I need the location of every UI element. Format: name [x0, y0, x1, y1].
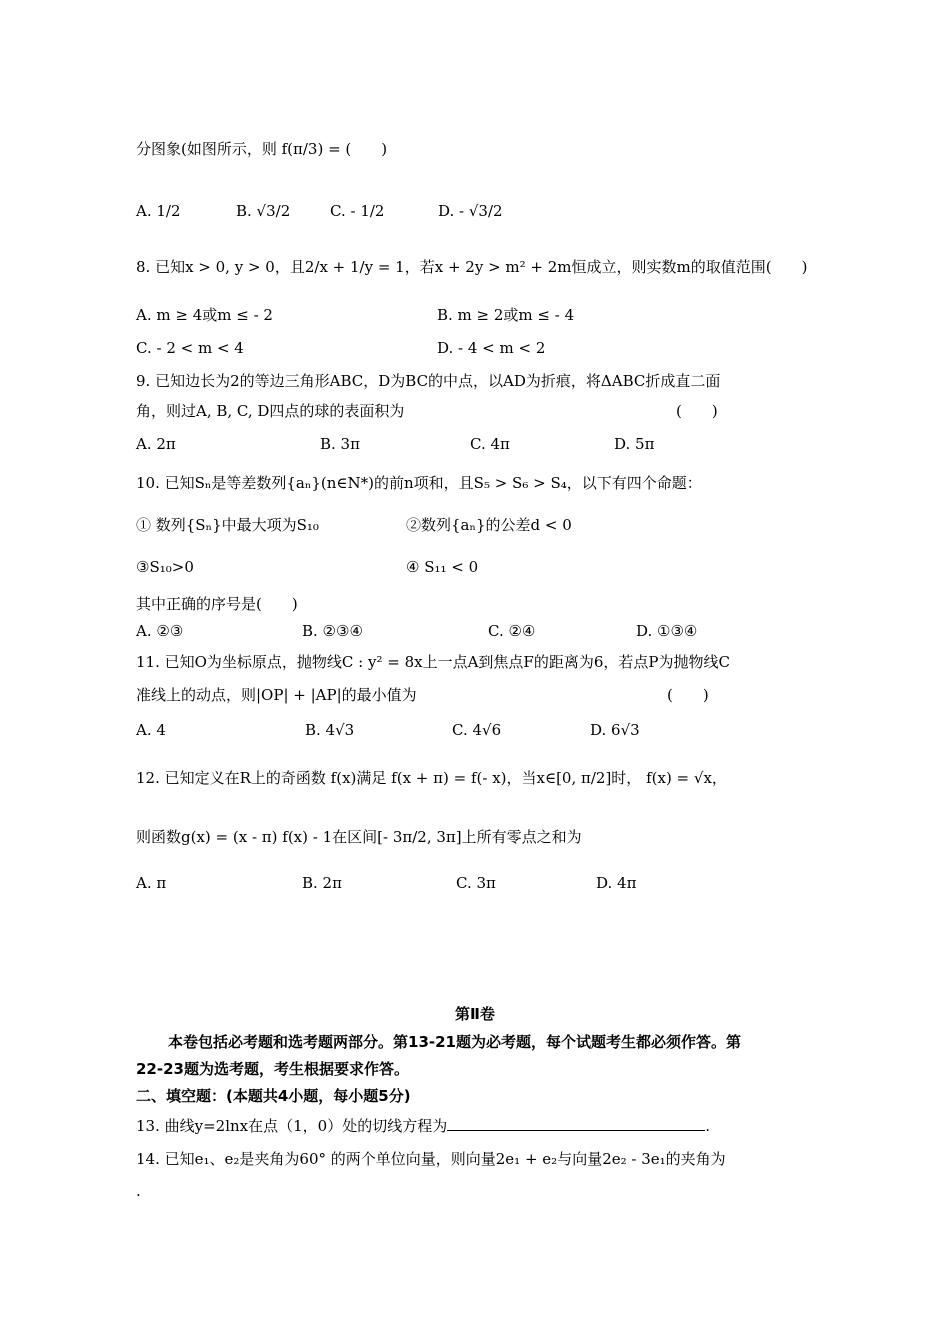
q7-option-d: D. - √3/2	[438, 202, 503, 220]
q8-option-b: B. m ≥ 2或m ≤ - 4	[437, 306, 575, 324]
q10-option-c: C. ②④	[488, 622, 536, 640]
q10-proposition-2: ②数列{aₙ}的公差d < 0	[406, 516, 572, 534]
q10-stem: 10. 已知Sₙ是等差数列{aₙ}(n∈N*)的前n项和，且S₅ > S₆ > S₄，以下有四个命题：	[136, 474, 702, 492]
q10-option-a: A. ②③	[136, 622, 184, 640]
q9-option-d: D. 5π	[614, 435, 655, 453]
q11-option-b: B. 4√3	[305, 721, 355, 739]
q12-stem-line2: 则函数g(x) = (x - π) f(x) - 1在区间[- 3π/2, 3π]上所有零点之和为	[136, 828, 582, 846]
part2-intro-line2: 22-23题为选考题，考生根据要求作答。	[136, 1060, 409, 1078]
q7-stem-text: 分图象(如图所示，则 f(π/3) = ( )	[136, 140, 388, 158]
q8-option-c: C. - 2 < m < 4	[136, 339, 244, 357]
q9-option-c: C. 4π	[470, 435, 510, 453]
part2-intro-line1: 本卷包括必考题和选考题两部分。第13-21题为必考题，每个试题考生都必须作答。第	[168, 1033, 741, 1051]
q8-option-d: D. - 4 < m < 2	[437, 339, 546, 357]
q7-option-c: C. - 1/2	[330, 202, 385, 220]
q10-proposition-1: ① 数列{Sₙ}中最大项为S₁₀	[136, 516, 319, 534]
q8-stem: 8. 已知x > 0, y > 0，且2/x + 1/y = 1，若x + 2y > m² + 2m恒成立，则实数m的取值范围( )	[136, 258, 808, 276]
q9-paren: ( )	[676, 402, 718, 420]
q12-option-a: A. π	[136, 874, 167, 892]
q11-option-a: A. 4	[136, 721, 166, 739]
q13-stem: 13. 曲线y=2lnx在点（1，0）处的切线方程为 .	[136, 1114, 710, 1137]
q14-stem: 14. 已知e₁、e₂是夹角为60° 的两个单位向量，则向量2e₁ + e₂与向量2e₂ - 3e₁的夹角为	[136, 1150, 726, 1168]
q9-stem-line1: 9. 已知边长为2的等边三角形ABC，D为BC的中点，以AD为折痕，将ΔABC折成直二面	[136, 372, 721, 390]
q11-option-d: D. 6√3	[590, 721, 640, 739]
q10-option-b: B. ②③④	[302, 622, 363, 640]
q10-ask: 其中正确的序号是( )	[136, 595, 298, 613]
q11-stem-line2: 准线上的动点，则|OP| + |AP|的最小值为	[136, 686, 417, 704]
q7-stem	[136, 138, 387, 160]
q10-proposition-4: ④ S₁₁ < 0	[406, 558, 479, 576]
q9-option-b: B. 3π	[320, 435, 360, 453]
q8-option-a: A. m ≥ 4或m ≤ - 2	[136, 306, 273, 324]
q14-end: .	[136, 1182, 141, 1200]
q7-option-a: A. 1/2	[136, 202, 181, 220]
part2-title: 第Ⅱ卷	[455, 1005, 495, 1023]
q11-paren: ( )	[667, 686, 709, 704]
q7-option-b: B. √3/2	[236, 202, 291, 220]
q12-stem-line1: 12. 已知定义在R上的奇函数 f(x)满足 f(x + π) = f(- x)，当x∈[0, π/2]时， f(x) = √x，	[136, 769, 727, 787]
q10-option-d: D. ①③④	[636, 622, 698, 640]
q9-stem-line2: 角，则过A, B, C, D四点的球的表面积为	[136, 402, 405, 420]
q13-answer-blank	[447, 1114, 705, 1131]
q12-option-b: B. 2π	[302, 874, 342, 892]
q10-proposition-3: ③S₁₀>0	[136, 558, 194, 576]
q9-option-a: A. 2π	[136, 435, 176, 453]
q12-option-c: C. 3π	[456, 874, 496, 892]
q11-stem-line1: 11. 已知O为坐标原点，抛物线C : y² = 8x上一点A到焦点F的距离为6，若点P为抛物线C	[136, 653, 730, 671]
q11-option-c: C. 4√6	[452, 721, 502, 739]
section-heading: 二、填空题：(本题共4小题，每小题5分)	[136, 1087, 411, 1105]
q12-option-d: D. 4π	[596, 874, 637, 892]
